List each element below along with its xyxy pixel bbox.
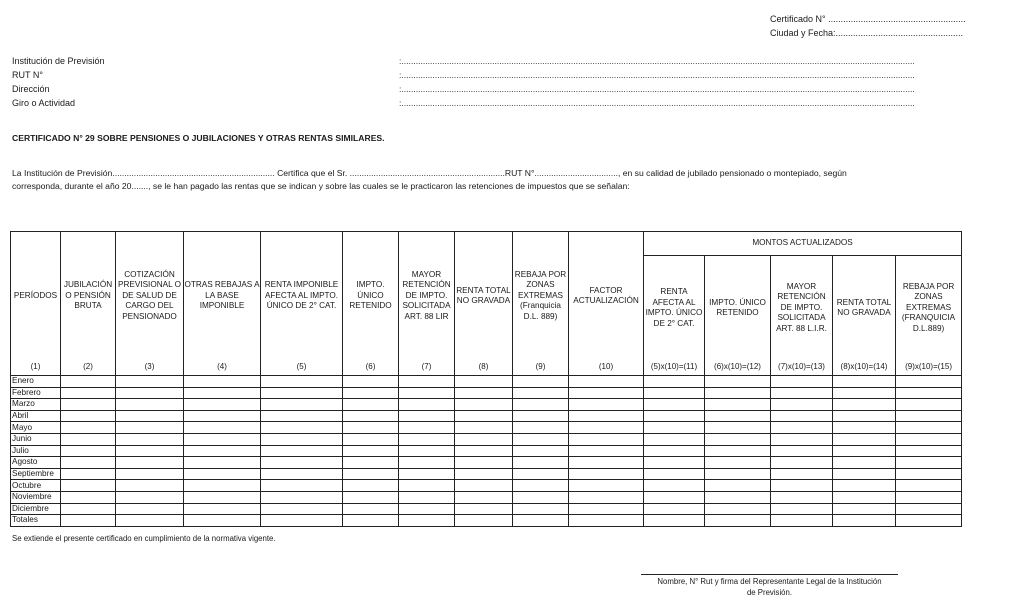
table-row (11, 491, 962, 503)
col-number-13: (7)x(10)=(13) (771, 360, 833, 376)
col-number-3: (3) (116, 360, 184, 376)
col-number-2: (2) (61, 360, 116, 376)
info-label-rut: RUT N° (12, 70, 43, 80)
period-label: Octubre (11, 480, 61, 492)
period-label: Junio (11, 433, 61, 445)
table-cell[interactable] (61, 422, 116, 434)
signature-line (641, 574, 898, 575)
table-cell[interactable] (399, 433, 455, 445)
col-header-9: REBAJA POR ZONAS EXTREMAS (Franquicia D.L. 889) (513, 232, 569, 361)
table-cell[interactable] (343, 376, 399, 388)
table-cell[interactable] (644, 387, 705, 399)
col-number-1: (1) (11, 360, 61, 376)
table-cell[interactable] (833, 399, 896, 411)
table-row (11, 410, 962, 422)
table-cell[interactable] (184, 399, 261, 411)
info-label-direccion: Dirección (12, 84, 50, 94)
col-header-4: OTRAS REBAJAS A LA BASE IMPONIBLE (184, 232, 261, 361)
table-cell[interactable] (343, 491, 399, 503)
table-cell[interactable] (116, 433, 184, 445)
table-cell[interactable] (455, 515, 513, 527)
group-header-montos: MONTOS ACTUALIZADOS (644, 232, 962, 256)
table-cell[interactable] (61, 410, 116, 422)
table-cell[interactable] (771, 410, 833, 422)
table-cell[interactable] (705, 515, 771, 527)
table-row (11, 422, 962, 434)
table-cell[interactable] (569, 457, 644, 469)
table-cell[interactable] (896, 387, 962, 399)
table-cell[interactable] (833, 468, 896, 480)
col-number-9: (9) (513, 360, 569, 376)
table-cell[interactable] (261, 491, 343, 503)
table-cell[interactable] (569, 480, 644, 492)
table-cell[interactable] (399, 410, 455, 422)
col-number-6: (6) (343, 360, 399, 376)
period-label: Septiembre (11, 468, 61, 480)
table-cell[interactable] (644, 515, 705, 527)
table-cell[interactable] (261, 457, 343, 469)
table-cell[interactable] (771, 515, 833, 527)
table-cell[interactable] (569, 410, 644, 422)
table-cell[interactable] (569, 503, 644, 515)
table-cell[interactable] (569, 376, 644, 388)
table-cell[interactable] (833, 445, 896, 457)
col-number-15: (9)x(10)=(15) (896, 360, 962, 376)
table-cell[interactable] (261, 515, 343, 527)
table-cell[interactable] (343, 515, 399, 527)
table-cell[interactable] (455, 422, 513, 434)
table-cell[interactable] (455, 445, 513, 457)
table-cell[interactable] (399, 491, 455, 503)
table-cell[interactable] (399, 376, 455, 388)
table-cell[interactable] (833, 491, 896, 503)
table-cell[interactable] (343, 399, 399, 411)
table-cell[interactable] (261, 399, 343, 411)
table-cell[interactable] (896, 515, 962, 527)
table-cell[interactable] (399, 422, 455, 434)
table-row (11, 515, 962, 527)
period-label: Febrero (11, 387, 61, 399)
period-label: Marzo (11, 399, 61, 411)
table-cell[interactable] (771, 457, 833, 469)
col-number-11: (5)x(10)=(11) (644, 360, 705, 376)
certificado-number-field: Certificado N° ....................................................... (770, 14, 966, 24)
table-cell[interactable] (184, 387, 261, 399)
table-cell[interactable] (184, 445, 261, 457)
table-cell[interactable] (61, 503, 116, 515)
table-cell[interactable] (184, 515, 261, 527)
col-number-4: (4) (184, 360, 261, 376)
table-cell[interactable] (61, 387, 116, 399)
table-cell[interactable] (184, 503, 261, 515)
table-cell[interactable] (116, 410, 184, 422)
table-cell[interactable] (569, 399, 644, 411)
table-cell[interactable] (705, 376, 771, 388)
table-cell[interactable] (116, 515, 184, 527)
table-cell[interactable] (343, 468, 399, 480)
table-cell[interactable] (644, 480, 705, 492)
table-cell[interactable] (771, 399, 833, 411)
table-cell[interactable] (513, 468, 569, 480)
col-number-5: (5) (261, 360, 343, 376)
table-cell[interactable] (116, 491, 184, 503)
table-cell[interactable] (343, 433, 399, 445)
paragraph-line-2: corresponda, durante el año 20......., se le han pagado las rentas que se indican y sobre las cuales se le practicaron las retenciones de impuestos que se señalan: (12, 181, 630, 191)
table-cell[interactable] (455, 399, 513, 411)
col-header-12: IMPTO. ÚNICO RETENIDO (705, 256, 771, 361)
col-header-13: MAYOR RETENCIÓN DE IMPTO. SOLICITADA ART. 88 L.I.R. (771, 256, 833, 361)
table-cell[interactable] (513, 445, 569, 457)
table-cell[interactable] (896, 399, 962, 411)
table-row (11, 503, 962, 515)
table-cell[interactable] (896, 445, 962, 457)
table-cell[interactable] (705, 457, 771, 469)
info-value-institucion: :....................................................................................................................................................................................................................... (399, 56, 915, 66)
col-header-1: PERÍODOS (11, 232, 61, 361)
table-cell[interactable] (771, 491, 833, 503)
table-cell[interactable] (513, 387, 569, 399)
col-header-3: COTIZACIÓN PREVISIONAL O DE SALUD DE CARGO DEL PENSIONADO (116, 232, 184, 361)
table-cell[interactable] (399, 468, 455, 480)
period-label: Totales (11, 515, 61, 527)
info-value-direccion: :....................................................................................................................................................................................................................... (399, 84, 915, 94)
period-label: Julio (11, 445, 61, 457)
col-number-8: (8) (455, 360, 513, 376)
table-cell[interactable] (184, 422, 261, 434)
table-cell[interactable] (644, 433, 705, 445)
table-cell[interactable] (771, 433, 833, 445)
table-cell[interactable] (184, 491, 261, 503)
col-header-8: RENTA TOTAL NO GRAVADA (455, 232, 513, 361)
table-row (11, 433, 962, 445)
info-value-giro: :....................................................................................................................................................................................................................... (399, 98, 915, 108)
table-cell[interactable] (833, 410, 896, 422)
table-cell[interactable] (569, 387, 644, 399)
table-cell[interactable] (61, 457, 116, 469)
table-cell[interactable] (399, 457, 455, 469)
table-cell[interactable] (116, 387, 184, 399)
table-cell[interactable] (833, 457, 896, 469)
footer-note: Se extiende el presente certificado en cumplimiento de la normativa vigente. (12, 534, 276, 543)
table-cell[interactable] (896, 410, 962, 422)
table-cell[interactable] (116, 503, 184, 515)
col-header-14: RENTA TOTAL NO GRAVADA (833, 256, 896, 361)
table-cell[interactable] (343, 480, 399, 492)
table-cell[interactable] (644, 376, 705, 388)
table-cell[interactable] (513, 399, 569, 411)
table-cell[interactable] (261, 410, 343, 422)
table-cell[interactable] (455, 503, 513, 515)
table-cell[interactable] (896, 457, 962, 469)
table-cell[interactable] (833, 515, 896, 527)
table-cell[interactable] (455, 433, 513, 445)
table-cell[interactable] (184, 376, 261, 388)
table-cell[interactable] (343, 503, 399, 515)
table-cell[interactable] (455, 468, 513, 480)
table-cell[interactable] (644, 468, 705, 480)
table-cell[interactable] (116, 422, 184, 434)
col-header-11: RENTA AFECTA AL IMPTO. ÚNICO DE 2° CAT. (644, 256, 705, 361)
paragraph-line-1: La Institución de Previsión.................................................................... Certifica que el Sr. .................................................................RUT N°..................................., en su calidad de jubilado pensionado o montepiado, según (12, 168, 847, 178)
table-cell[interactable] (184, 468, 261, 480)
table-cell[interactable] (399, 503, 455, 515)
table-cell[interactable] (644, 399, 705, 411)
info-value-rut: :....................................................................................................................................................................................................................... (399, 70, 915, 80)
table-cell[interactable] (61, 515, 116, 527)
table-cell[interactable] (513, 515, 569, 527)
table-cell[interactable] (569, 468, 644, 480)
table-row (11, 445, 962, 457)
table-cell[interactable] (644, 445, 705, 457)
ciudad-fecha-field: Ciudad y Fecha:................................................... (770, 28, 964, 38)
table-cell[interactable] (705, 399, 771, 411)
table-cell[interactable] (705, 480, 771, 492)
table-cell[interactable] (569, 422, 644, 434)
table-cell[interactable] (833, 376, 896, 388)
table-cell[interactable] (513, 503, 569, 515)
period-label: Noviembre (11, 491, 61, 503)
table-cell[interactable] (513, 457, 569, 469)
signature-caption-2: de Previsión. (746, 588, 793, 597)
table-cell[interactable] (644, 503, 705, 515)
table-cell[interactable] (261, 387, 343, 399)
period-label: Abril (11, 410, 61, 422)
table-cell[interactable] (513, 480, 569, 492)
table-cell[interactable] (116, 376, 184, 388)
table-cell[interactable] (343, 387, 399, 399)
table-cell[interactable] (513, 491, 569, 503)
table-cell[interactable] (261, 376, 343, 388)
period-label: Mayo (11, 422, 61, 434)
table-cell[interactable] (261, 422, 343, 434)
table-cell[interactable] (343, 422, 399, 434)
table-cell[interactable] (569, 491, 644, 503)
table-cell[interactable] (261, 480, 343, 492)
table-cell[interactable] (771, 387, 833, 399)
table-cell[interactable] (569, 515, 644, 527)
table-cell[interactable] (896, 480, 962, 492)
table-row (11, 376, 962, 388)
table-cell[interactable] (705, 445, 771, 457)
table-cell[interactable] (644, 410, 705, 422)
table-cell[interactable] (569, 445, 644, 457)
table-cell[interactable] (455, 457, 513, 469)
table-cell[interactable] (261, 445, 343, 457)
table-cell[interactable] (833, 503, 896, 515)
table-cell[interactable] (399, 445, 455, 457)
table-cell[interactable] (455, 387, 513, 399)
table-cell[interactable] (833, 387, 896, 399)
table-cell[interactable] (705, 410, 771, 422)
table-body (11, 376, 962, 527)
table-cell[interactable] (771, 480, 833, 492)
table-cell[interactable] (261, 503, 343, 515)
table-cell[interactable] (399, 480, 455, 492)
table-cell[interactable] (513, 376, 569, 388)
signature-caption-1: Nombre, N° Rut y firma del Representante Legal de la Institución (657, 577, 882, 586)
table-cell[interactable] (343, 410, 399, 422)
table-cell[interactable] (184, 410, 261, 422)
table-cell[interactable] (833, 422, 896, 434)
table-cell[interactable] (61, 399, 116, 411)
table-cell[interactable] (705, 433, 771, 445)
period-label: Diciembre (11, 503, 61, 515)
table-row (11, 468, 962, 480)
table-cell[interactable] (116, 468, 184, 480)
table-cell[interactable] (569, 433, 644, 445)
table-cell[interactable] (644, 422, 705, 434)
table-cell[interactable] (644, 457, 705, 469)
col-header-7: MAYOR RETENCIÓN DE IMPTO. SOLICITADA ART. 88 LIR (399, 232, 455, 361)
table-cell[interactable] (455, 410, 513, 422)
table-cell[interactable] (261, 433, 343, 445)
table-cell[interactable] (705, 468, 771, 480)
table-cell[interactable] (116, 480, 184, 492)
table-cell[interactable] (61, 491, 116, 503)
table-cell[interactable] (896, 491, 962, 503)
document-title: CERTIFICADO N° 29 SOBRE PENSIONES O JUBILACIONES Y OTRAS RENTAS SIMILARES. (12, 133, 385, 143)
table-cell[interactable] (184, 480, 261, 492)
table-cell[interactable] (116, 445, 184, 457)
table-cell[interactable] (833, 480, 896, 492)
table-cell[interactable] (61, 468, 116, 480)
col-header-2: JUBILACIÓN O PENSIÓN BRUTA (61, 232, 116, 361)
table-row (11, 480, 962, 492)
table-cell[interactable] (896, 433, 962, 445)
table-cell[interactable] (455, 480, 513, 492)
table-cell[interactable] (61, 445, 116, 457)
table-cell[interactable] (896, 376, 962, 388)
col-header-5: RENTA IMPONIBLE AFECTA AL IMPTO. ÚNICO DE 2° CAT. (261, 232, 343, 361)
period-label: Agosto (11, 457, 61, 469)
table-row (11, 457, 962, 469)
table-cell[interactable] (61, 376, 116, 388)
table-cell[interactable] (513, 410, 569, 422)
table-cell[interactable] (644, 491, 705, 503)
rentas-table (10, 231, 962, 527)
table-cell[interactable] (513, 433, 569, 445)
table-cell[interactable] (705, 422, 771, 434)
table-cell[interactable] (771, 422, 833, 434)
table-cell[interactable] (896, 468, 962, 480)
info-label-institucion: Institución de Previsión (12, 56, 105, 66)
table-cell[interactable] (705, 387, 771, 399)
table-cell[interactable] (116, 399, 184, 411)
table-cell[interactable] (116, 457, 184, 469)
col-number-14: (8)x(10)=(14) (833, 360, 896, 376)
table-cell[interactable] (399, 515, 455, 527)
table-cell[interactable] (771, 503, 833, 515)
table-cell[interactable] (184, 457, 261, 469)
col-number-10: (10) (569, 360, 644, 376)
table-row (11, 387, 962, 399)
table-cell[interactable] (399, 399, 455, 411)
table-cell[interactable] (455, 491, 513, 503)
table-cell[interactable] (399, 387, 455, 399)
table-cell[interactable] (455, 376, 513, 388)
table-cell[interactable] (343, 445, 399, 457)
col-number-12: (6)x(10)=(12) (705, 360, 771, 376)
table-row (11, 399, 962, 411)
table-cell[interactable] (513, 422, 569, 434)
col-header-6: IMPTO. ÚNICO RETENIDO (343, 232, 399, 361)
table-cell[interactable] (771, 376, 833, 388)
table-cell[interactable] (833, 433, 896, 445)
table-cell[interactable] (184, 433, 261, 445)
col-header-15: REBAJA POR ZONAS EXTREMAS (FRANQUICIA D.L.889) (896, 256, 962, 361)
table-cell[interactable] (771, 468, 833, 480)
table-cell[interactable] (896, 422, 962, 434)
col-number-7: (7) (399, 360, 455, 376)
table-cell[interactable] (61, 480, 116, 492)
info-label-giro: Giro o Actividad (12, 98, 76, 108)
table-cell[interactable] (61, 433, 116, 445)
table-cell[interactable] (343, 457, 399, 469)
table-cell[interactable] (705, 491, 771, 503)
period-label: Enero (11, 376, 61, 388)
table-cell[interactable] (261, 468, 343, 480)
table-cell[interactable] (705, 503, 771, 515)
table-cell[interactable] (771, 445, 833, 457)
table-cell[interactable] (896, 503, 962, 515)
col-header-10: FACTOR ACTUALIZACIÓN (569, 232, 644, 361)
